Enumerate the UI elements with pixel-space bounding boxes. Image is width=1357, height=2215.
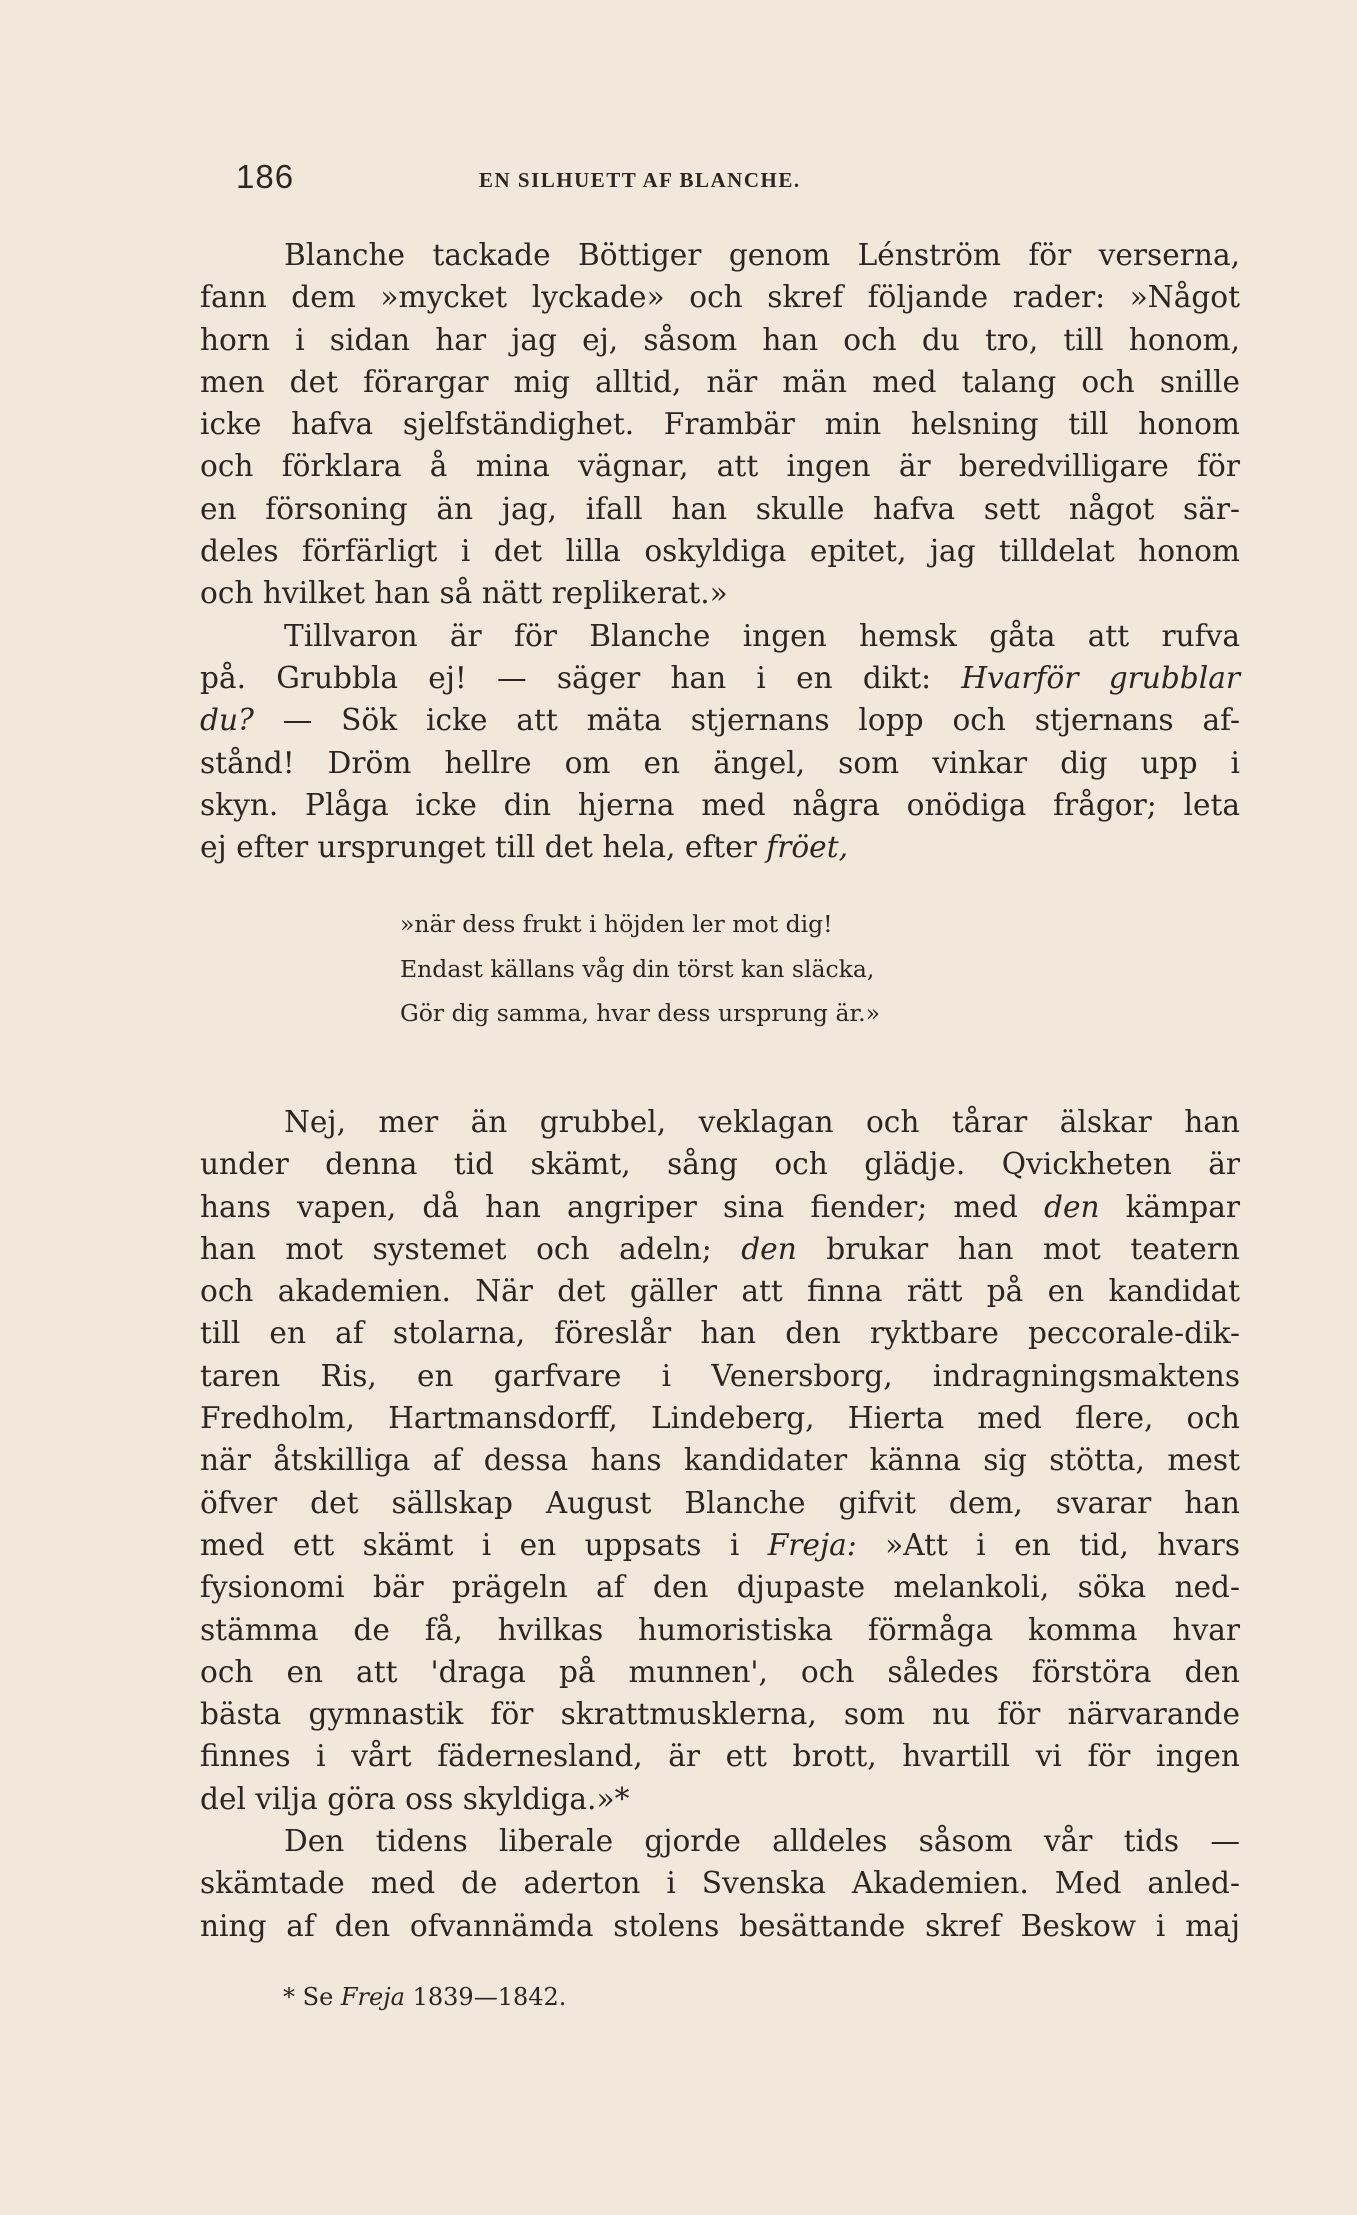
verse-line: »när dess frukt i höjden ler mot dig!	[400, 910, 833, 938]
page-number: 186	[236, 158, 295, 195]
text-line	[200, 1524, 1240, 1566]
text-line: till en af stolarna, föreslår han den ryktbare peccorale-dik-	[200, 1316, 1240, 1351]
text-line: fysionomi bär prägeln af den djupaste melankoli, söka ned-	[200, 1570, 1240, 1605]
italic-word: fröet,	[766, 830, 848, 865]
text-line: stånd! Dröm hellre om en ängel, som vinkar dig upp i	[200, 745, 1240, 780]
text-line: under denna tid skämt, sång och glädje. Qvickheten är	[200, 1147, 1240, 1182]
text-run: kämpar	[1099, 1189, 1241, 1224]
text-line: Blanche tackade Böttiger genom Lénström för verserna,	[284, 238, 1240, 272]
text-line: och en att 'draga på munnen', och således förstöra den	[200, 1654, 1240, 1689]
footnote-years: 1839—1842.	[404, 1983, 567, 2011]
text-line	[200, 826, 1240, 868]
text-line: fann dem »mycket lyckade» och skref följande rader: »Något	[200, 280, 1240, 315]
text-line	[200, 657, 1240, 699]
text-line: en försoning än jag, ifall han skulle hafva sett något sär-	[200, 491, 1240, 526]
text-run: han mot systemet och adeln;	[200, 1231, 742, 1266]
text-line: öfver det sällskap August Blanche gifvit dem, svarar han	[200, 1485, 1240, 1520]
text-run: hans vapen, då han angriper sina fiender; med	[200, 1189, 1044, 1224]
footnote	[283, 1983, 566, 2011]
italic-title: du?	[200, 703, 254, 738]
verse-line: Endast källans våg din törst kan släcka,	[400, 954, 875, 983]
page-header	[236, 158, 1166, 208]
text-line: och hvilket han så nätt replikerat.»	[200, 576, 728, 611]
italic-word: den	[1044, 1189, 1100, 1224]
paragraph-1	[200, 234, 1240, 868]
text-line: när åtskilliga af dessa hans kandidater känna sig stötta, mest	[200, 1443, 1240, 1478]
text-line: icke hafva sjelfständighet. Frambär min helsning till honom	[200, 407, 1240, 442]
text-line	[200, 1228, 1240, 1270]
text-line: deles förfärligt i det lilla oskyldiga epitet, jag tilldelat honom	[200, 534, 1240, 569]
text-line: finnes i vårt fädernesland, är ett brott, hvartill vi för ingen	[200, 1739, 1240, 1774]
text-line: Fredholm, Hartmansdorff, Lindeberg, Hierta med flere, och	[200, 1401, 1240, 1436]
text-line	[200, 699, 1240, 741]
text-line: Den tidens liberale gjorde alldeles såsom vår tids —	[284, 1824, 1240, 1859]
running-title: EN SILHUETT AF BLANCHE.	[479, 168, 801, 192]
text-run: — Sök icke att mäta stjernans lopp och stjernans af-	[253, 703, 1240, 738]
text-line: och akademien. När det gäller att finna rätt på en kandidat	[200, 1274, 1240, 1309]
italic-title: Hvarför grubblar	[961, 660, 1240, 695]
text-line: men det förargar mig alltid, när män med talang och snille	[200, 364, 1240, 399]
text-run: brukar han mot teatern	[796, 1231, 1240, 1266]
text-line: ning af den ofvannämda stolens besättande skref Beskow i maj	[200, 1908, 1240, 1943]
text-run: »Att i en tid, hvars	[856, 1527, 1241, 1562]
text-line	[200, 1186, 1240, 1228]
text-line: bästa gymnastik för skrattmusklerna, som nu för närvarande	[200, 1697, 1240, 1732]
text-run: ej efter ursprunget till det hela, efter	[200, 830, 767, 865]
footnote-mark: * Se	[283, 1983, 341, 2011]
text-line: skämtade med de aderton i Svenska Akademien. Med anled-	[200, 1866, 1240, 1901]
verse-line: Gör dig samma, hvar dess ursprung är.»	[400, 999, 880, 1027]
italic-word: den	[741, 1231, 797, 1266]
text-line: Tillvaron är för Blanche ingen hemsk gåta att rufva	[284, 618, 1240, 653]
text-run: på. Grubbla ej! — säger han i en dikt:	[200, 660, 962, 695]
text-run: med ett skämt i en uppsats i	[200, 1527, 768, 1562]
text-line: skyn. Plåga icke din hjerna med några onödiga frågor; leta	[200, 787, 1240, 822]
text-line: horn i sidan har jag ej, såsom han och du tro, till honom,	[200, 322, 1240, 357]
italic-title: Freja:	[767, 1527, 857, 1562]
text-line: del vilja göra oss skyldiga.»*	[200, 1781, 630, 1816]
footnote-title: Freja	[340, 1983, 405, 2011]
verse-quote	[400, 902, 1100, 1036]
text-line: och förklara å mina vägnar, att ingen är beredvilligare för	[200, 449, 1240, 484]
text-line: stämma de få, hvilkas humoristiska förmåga komma hvar	[200, 1612, 1240, 1647]
paragraph-3	[200, 1101, 1240, 1947]
text-line: Nej, mer än grubbel, veklagan och tårar älskar han	[284, 1105, 1240, 1139]
text-line: taren Ris, en garfvare i Venersborg, indragningsmaktens	[200, 1358, 1240, 1393]
